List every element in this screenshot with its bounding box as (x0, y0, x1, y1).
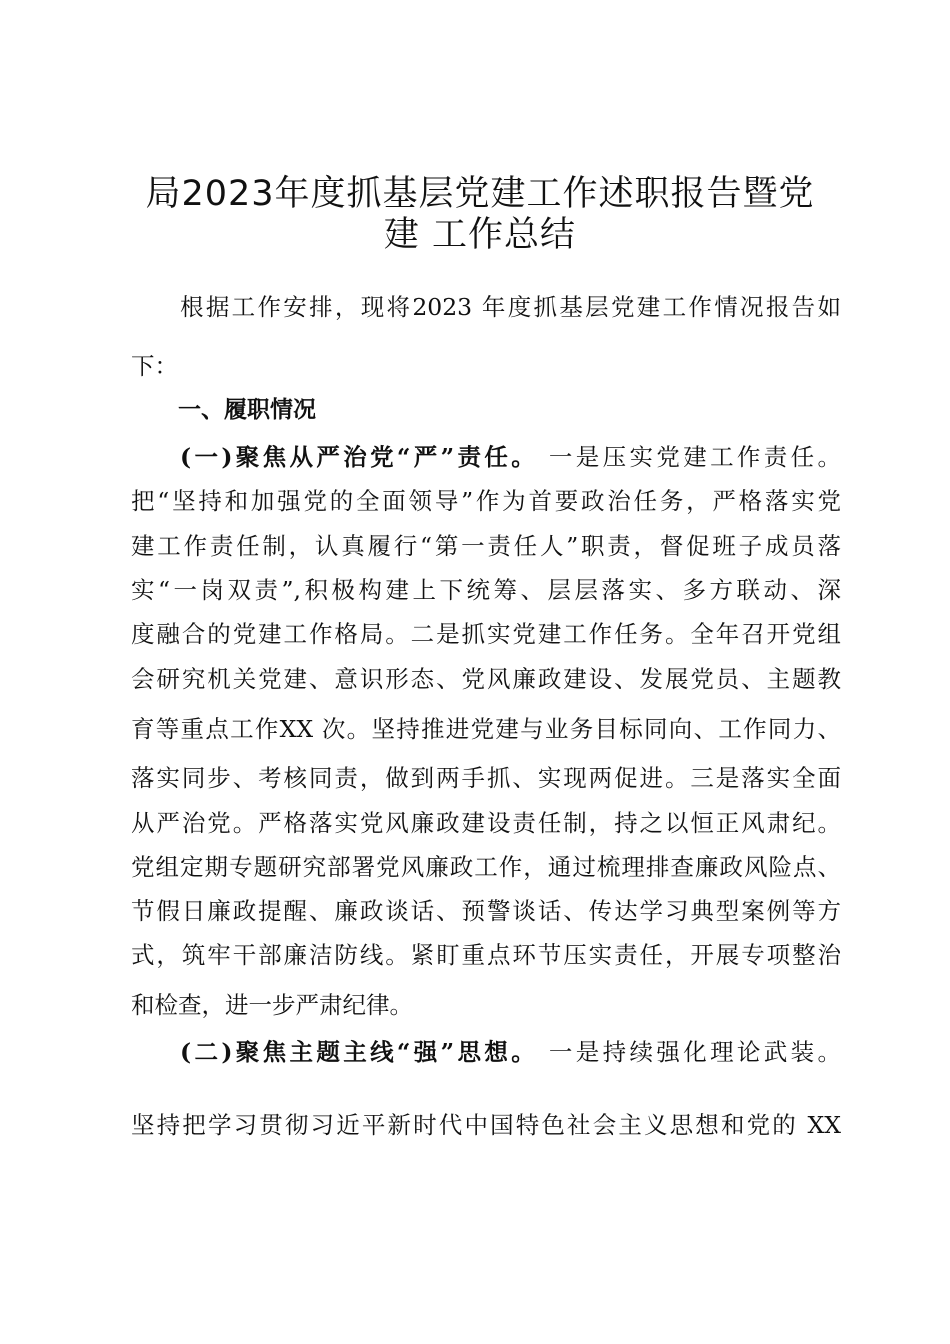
paragraph-1-line: 节假日廉政提醒、廉政谈话、预警谈话、传达学习典型案例等方 (131, 897, 841, 925)
paragraph-1-line: 式，筑牢干部廉洁防线。紧盯重点环节压实责任，开展专项整治 (131, 941, 841, 969)
paragraph-2-line: 坚持把学习贯彻习近平新时代中国特色社会主义思想和党的 XX (131, 1111, 841, 1139)
paragraph-2-lead-rest: 一是持续强化理论武装。 (538, 1038, 841, 1066)
paragraph-1-line: 度融合的党建工作格局。二是抓实党建工作任务。全年召开党组 (131, 620, 841, 648)
paragraph-1-line: 实“一岗双责”,积极构建上下统筹、层层落实、多方联动、深 (131, 576, 841, 604)
paragraph-1-line: 和检查，进一步严肃纪律。 (131, 991, 413, 1019)
document-title-line-1: 局2023年度抓基层党建工作述职报告暨党 (145, 174, 815, 214)
paragraph-1-line: 落实同步、考核同责，做到两手抓、实现两促进。三是落实全面 (131, 764, 841, 792)
section-heading: 一、履职情况 (178, 397, 316, 423)
paragraph-1-line: 从严治党。严格落实党风廉政建设责任制，持之以恒正风肃纪。 (131, 809, 841, 837)
paragraph-1-lead-rest: 一是压实党建工作责任。 (538, 443, 841, 471)
document-title-line-2: 建 工作总结 (383, 215, 577, 255)
paragraph-1-line: 建工作责任制，认真履行“第一责任人”职责，督促班子成员落 (131, 532, 841, 560)
paragraph-1-line: 会研究机关党建、意识形态、党风廉政建设、发展党员、主题教 (131, 665, 841, 693)
paragraph-1-lead-line (180, 442, 841, 472)
paragraph-2-lead-line (180, 1037, 841, 1067)
paragraph-1-line: 党组定期专题研究部署党风廉政工作，通过梳理排查廉政风险点、 (131, 853, 841, 881)
paragraph-1-line: 育等重点工作XX 次。坚持推进党建与业务目标同向、工作同力、 (131, 715, 841, 743)
intro-line-2: 下： (131, 352, 178, 380)
intro-line-1: 根据工作安排，现将2023 年度抓基层党建工作情况报告如 (180, 293, 841, 321)
paragraph-1-line: 把“坚持和加强党的全面领导”作为首要政治任务，严格落实党 (131, 487, 841, 515)
paragraph-2-lead: (二)聚焦主题主线“强”思想。 (180, 1038, 539, 1066)
paragraph-1-lead: (一)聚焦从严治党“严”责任。 (180, 443, 539, 471)
